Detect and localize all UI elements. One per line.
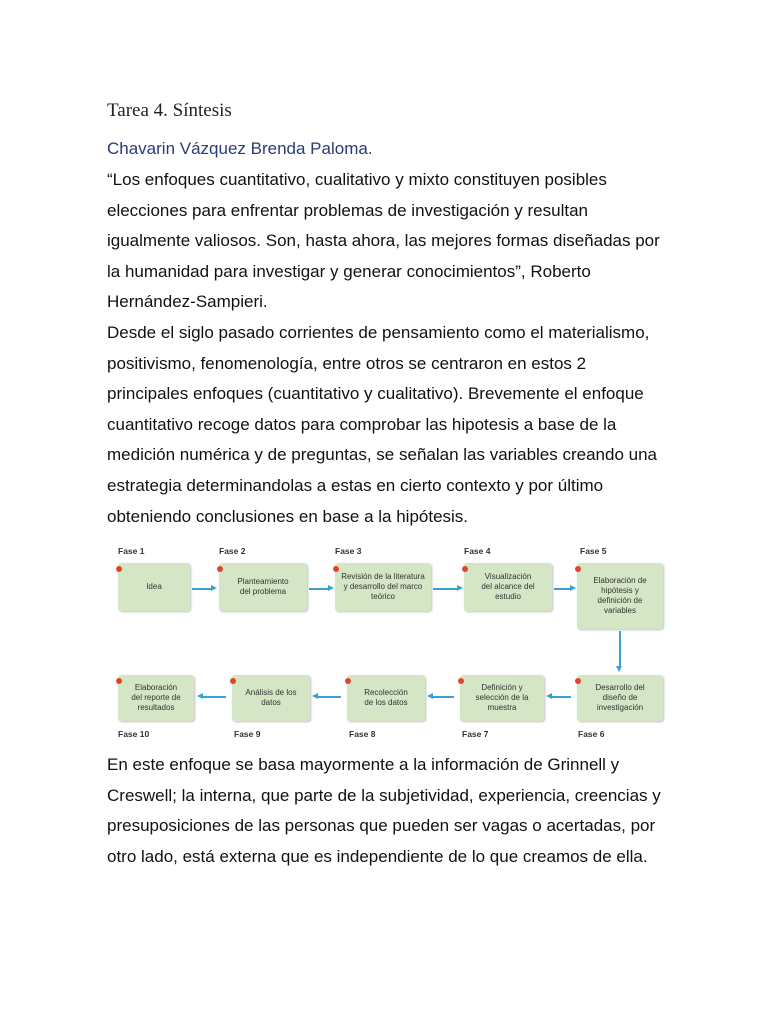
phase-box-2	[219, 563, 307, 611]
phase-marker-icon	[217, 566, 223, 572]
phase-text-2: Planteamiento del problema	[237, 577, 289, 596]
phase-marker-icon	[575, 678, 581, 684]
phase-box-9	[232, 675, 310, 721]
arrow-right-icon	[554, 588, 571, 590]
phase-text-10: Elaboración del reporte de resultados	[131, 683, 181, 712]
phase-label-8: Fase 8	[349, 729, 376, 739]
phase-box-10	[118, 675, 194, 721]
phase-box-8	[347, 675, 425, 721]
arrow-right-icon	[192, 588, 212, 590]
phase-box-5	[577, 563, 663, 629]
phase-text-1: Idea	[146, 582, 162, 591]
phase-label-2: Fase 2	[219, 546, 246, 556]
arrow-down-icon	[619, 631, 621, 667]
phase-box-7	[460, 675, 544, 721]
phase-marker-icon	[458, 678, 464, 684]
quote-paragraph: “Los enfoques cuantitativo, cualitativo y mixto constituyen posibles elecciones para enfrentar problemas de investigación y resultan igualmente valiosos. Son, hasta ahora, las mejores formas diseñadas por la humanidad para investigar y generar conocimientos”, Roberto Hernández-Sampieri.	[107, 170, 660, 312]
phase-label-7: Fase 7	[462, 729, 489, 739]
phase-box-6	[577, 675, 663, 721]
phase-marker-icon	[345, 678, 351, 684]
phase-text-8: Recolección de los datos	[364, 688, 408, 707]
phase-label-10: Fase 10	[118, 729, 150, 739]
phase-box-3	[335, 563, 431, 611]
arrow-left-icon	[551, 696, 571, 698]
document-title: Tarea 4. Síntesis	[107, 100, 232, 121]
phase-text-7: Definición y selección de la muestra	[475, 683, 529, 712]
phase-marker-icon	[230, 678, 236, 684]
phase-text-5: Elaboración de hipótesis y definición de variables	[593, 576, 647, 615]
arrow-right-icon	[433, 588, 458, 590]
phase-marker-icon	[333, 566, 339, 572]
phase-text-3: Revisión de la literatura y desarrollo del marco teórico	[341, 572, 425, 601]
phase-marker-icon	[116, 566, 122, 572]
process-diagram	[0, 538, 768, 748]
arrow-left-icon	[202, 696, 226, 698]
phase-label-3: Fase 3	[335, 546, 362, 556]
phase-text-9: Análisis de los datos	[245, 688, 297, 707]
phase-label-4: Fase 4	[464, 546, 491, 556]
phase-text-6: Desarrollo del diseño de investigación	[595, 683, 645, 712]
phase-marker-icon	[462, 566, 468, 572]
phase-box-4	[464, 563, 552, 611]
phase-label-5: Fase 5	[580, 546, 607, 556]
phase-label-1: Fase 1	[118, 546, 145, 556]
phase-label-6: Fase 6	[578, 729, 605, 739]
phase-box-1	[118, 563, 190, 611]
phase-text-4: Visualización del alcance del estudio	[481, 572, 535, 601]
arrow-left-icon	[432, 696, 454, 698]
phase-marker-icon	[575, 566, 581, 572]
closing-paragraph: En este enfoque se basa mayormente a la información de Grinnell y Creswell; la interna, que parte de la subjetividad, experiencia, creencias y presuposiciones de las personas que pueden ser vagas o acertadas, por otro lado, está externa que es independiente de lo que creamos de ella.	[107, 755, 661, 866]
phase-label-9: Fase 9	[234, 729, 261, 739]
phase-marker-icon	[116, 678, 122, 684]
arrow-left-icon	[317, 696, 341, 698]
body-paragraph: Desde el siglo pasado corrientes de pensamiento como el materialismo, positivismo, fenomenología, entre otros se centraron en estos 2 principales enfoques (cuantitativo y cualitativo). Brevemente el enfoque cuantitativo recoge datos para comprobar las hipotesis a base de la medición numérica y de preguntas, se señalan las variables creando una estrategia determinandolas a estas en cierto contexto y por último obteniendo conclusiones en base a la hipótesis.	[107, 323, 657, 526]
arrow-right-icon	[309, 588, 329, 590]
author-name: Chavarin Vázquez Brenda Paloma.	[107, 139, 373, 158]
